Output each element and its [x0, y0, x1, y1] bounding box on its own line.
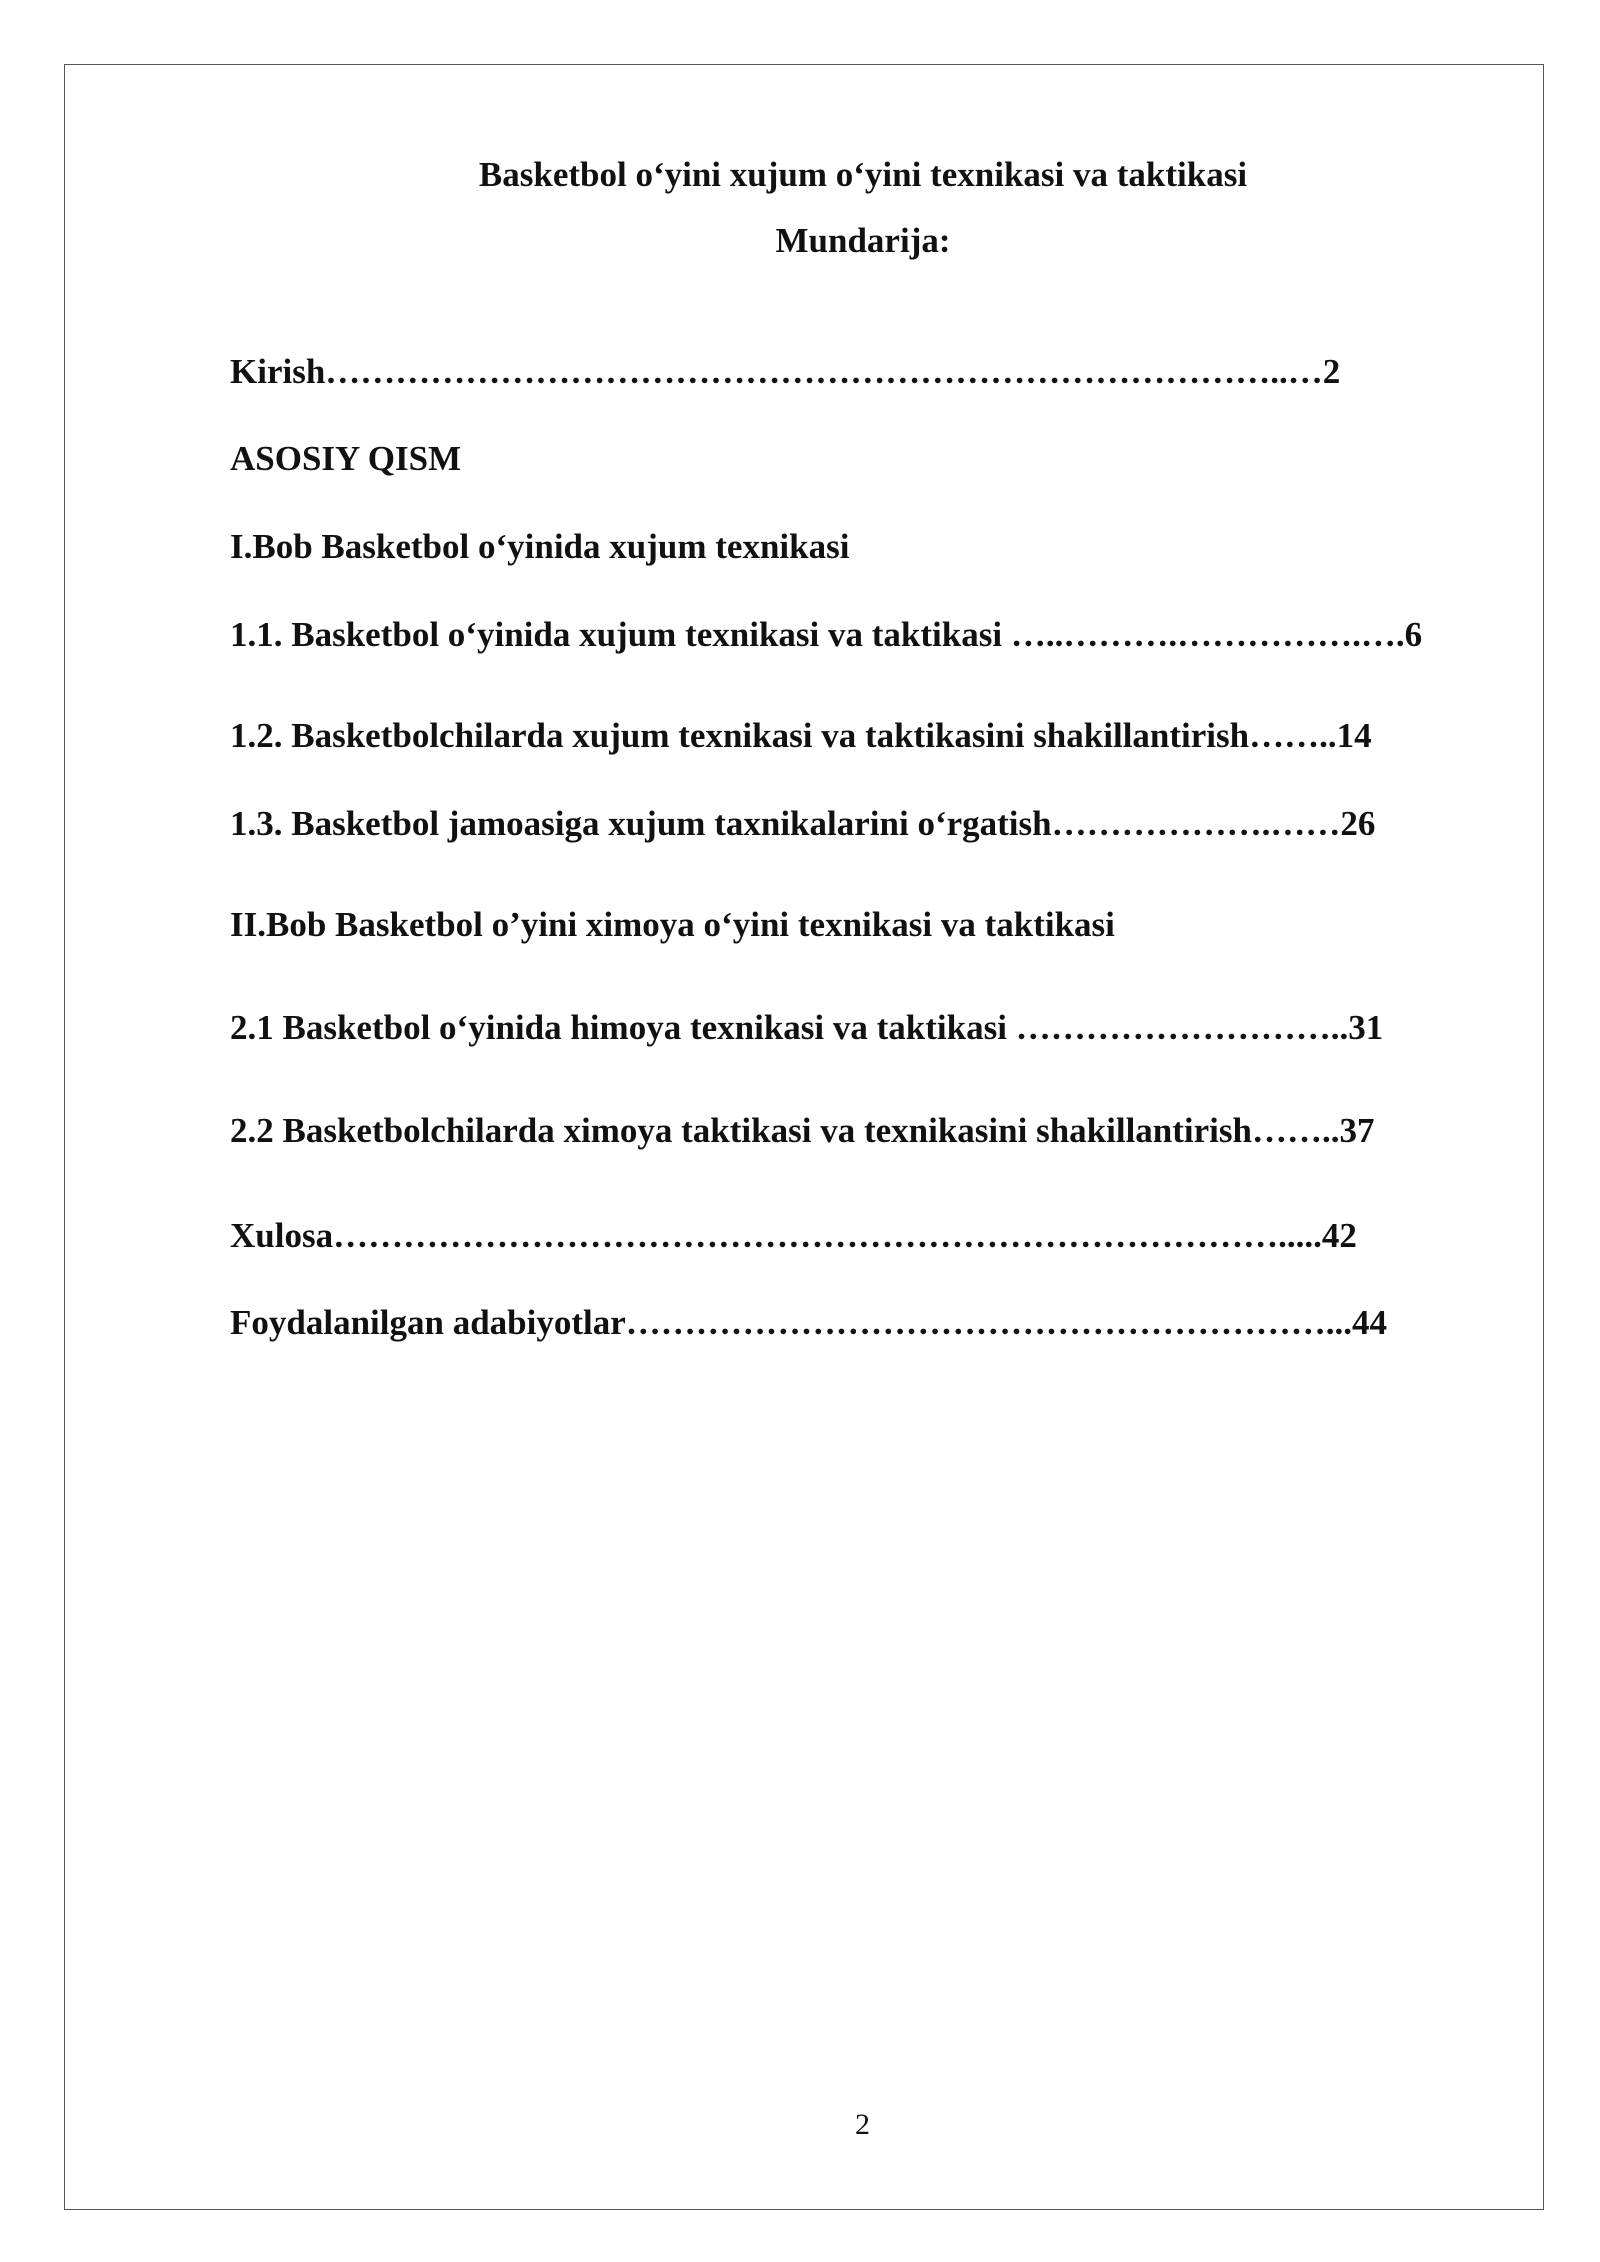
toc-entry-2-2: 2.2 Basketbolchilarda ximoya taktikasi va texnikasini shakillantirish……..37: [230, 1111, 1375, 1150]
toc-entry-1-3: 1.3. Basketbol jamoasiga xujum taxnikalarini o‘rgatish……………….……26: [230, 804, 1376, 843]
toc-entry-chapter-2: II.Bob Basketbol o’yini ximoya o‘yini texnikasi va taktikasi: [230, 905, 1115, 944]
toc-entry-2-1: 2.1 Basketbol o‘yinida himoya texnikasi va taktikasi ………………………..31: [230, 1008, 1384, 1047]
document-title: Basketbol o‘yini xujum o‘yini texnikasi va taktikasi: [478, 155, 1248, 194]
toc-entry-references: Foydalanilgan adabiyotlar……………………………………………………...44: [230, 1303, 1388, 1342]
toc-entry-main-part: ASOSIY QISM: [230, 439, 462, 478]
toc-entry-1-2: 1.2. Basketbolchilarda xujum texnikasi va taktikasini shakillantirish……..14: [230, 716, 1372, 755]
page-number: 2: [855, 2108, 870, 2141]
toc-entry-1-1: 1.1. Basketbol o‘yinida xujum texnikasi va taktikasi …..……….…………….….6: [230, 615, 1423, 654]
toc-entry-chapter-1: I.Bob Basketbol o‘yinida xujum texnikasi: [230, 527, 850, 566]
table-of-contents-heading: Mundarija:: [775, 221, 951, 260]
toc-entry-kirish: Kirish………………………………………………………………………..…2: [230, 352, 1341, 391]
toc-entry-xulosa: Xulosa……………………………………………………………………….....42: [230, 1216, 1357, 1255]
